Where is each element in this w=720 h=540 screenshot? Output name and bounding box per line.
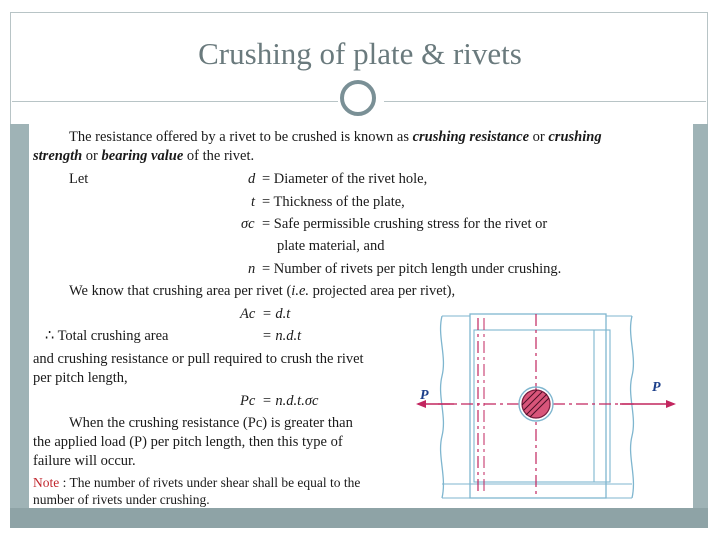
d-definition: = Diameter of the rivet hole,: [262, 171, 428, 187]
note-label: Note: [33, 475, 60, 490]
title-divider-left: [12, 101, 338, 102]
divider-ring-icon: [340, 80, 376, 116]
n-definition: = Number of rivets per pitch length under crushing.: [262, 261, 562, 277]
note-line-1: Note : The number of rivets under shear shall be equal to the: [33, 475, 361, 490]
resistance-line-2: per pitch length,: [33, 370, 128, 386]
failure-line-1: When the crushing resistance (Pc) is greater than: [69, 415, 353, 431]
failure-line-3: failure will occur.: [33, 453, 136, 469]
ac-symbol: Ac: [240, 306, 256, 322]
sigma-definition-2: plate material, and: [277, 238, 385, 254]
total-crushing-area-label: ∴ Total crushing area: [45, 328, 169, 344]
n-symbol: n: [248, 261, 256, 277]
ac-equation: = d.t: [262, 306, 291, 322]
sigma-symbol: σc: [241, 216, 255, 232]
t-symbol: t: [251, 194, 256, 210]
pc-symbol: Pc: [240, 393, 256, 409]
d-symbol: d: [248, 171, 256, 187]
failure-line-2: the applied load (P) per pitch length, then this type of: [33, 434, 343, 450]
intro-line-1: The resistance offered by a rivet to be crushed is known as crushing resistance or crushing: [69, 129, 602, 145]
note-line-2: number of rivets under crushing.: [33, 492, 210, 507]
riveted-joint-figure: [414, 312, 680, 508]
rivet-section-icon: [522, 390, 550, 418]
resistance-line-1: and crushing resistance or pull required to crush the rivet: [33, 351, 364, 367]
let-label: Let: [69, 171, 89, 187]
load-label-left: P: [420, 388, 429, 403]
plate-break-right: [631, 316, 634, 498]
t-definition: = Thickness of the plate,: [262, 194, 405, 210]
intro-line-2: strength or bearing value of the rivet.: [33, 148, 255, 164]
sigma-definition-1: = Safe permissible crushing stress for the rivet or: [262, 216, 548, 232]
title-divider-right: [384, 101, 706, 102]
pc-equation: = n.d.t.σc: [262, 393, 319, 409]
crushing-area-intro: We know that crushing area per rivet (i.e. projected area per rivet),: [69, 283, 456, 299]
total-crushing-area-equation: = n.d.t: [262, 328, 302, 344]
load-label-right: P: [652, 380, 661, 395]
slide-title: Crushing of plate & rivets: [198, 36, 522, 71]
footer-band: [10, 508, 708, 528]
plate-break-left: [441, 316, 444, 498]
